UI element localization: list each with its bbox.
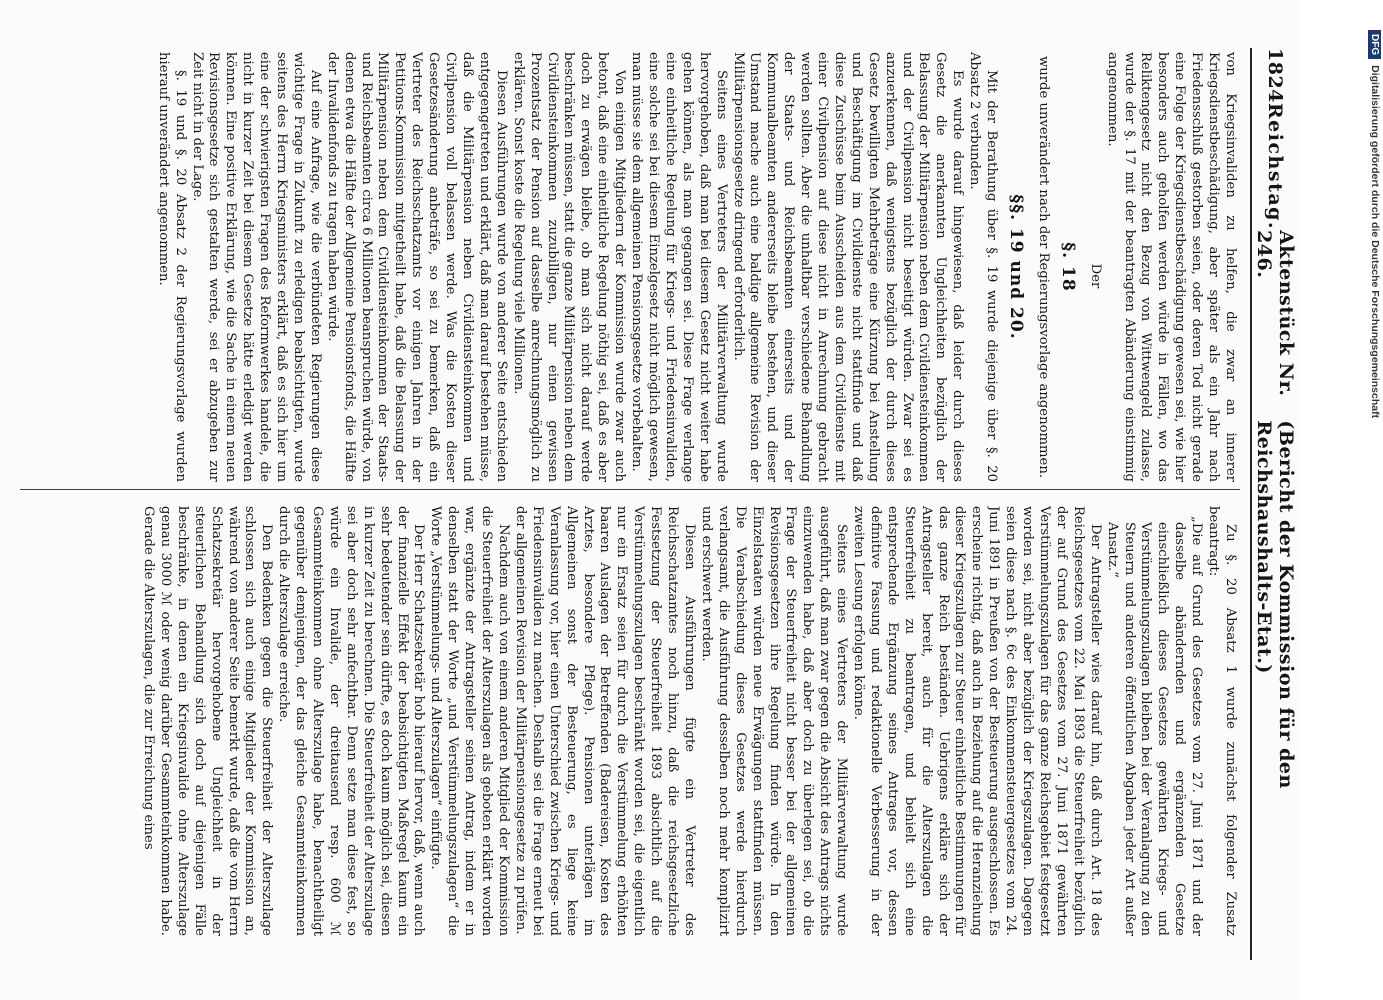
left-paragraph-7: Auf eine Anfrage, wie die verbündeten Regierungen diese wichtige Frage in Zukunft zu erledigen beabsichtigten, wurde seitens des Herrn Kriegsministers erklärt, daß es sich hier um eine der schwierigsten Fragen des Reformwerkes handele, die nicht in kurzer Zeit bei diesem Gesetze hätte erledigt werden können. Eine positive Erklärung, wie die Sache in einem neuen Revisionsgesetze sich gestalten werde, sei er abzugeben zur Zeit nicht in der Lage. <box>189 52 323 482</box>
left-column <box>26 52 1238 482</box>
left-paragraph-8: §. 19 und §. 20 Absatz 2 der Regierungsvorlage wurden hierauf unverändert angenommen. <box>155 52 188 482</box>
right-paragraph-6: Der Herr Schatzsekretär hob hierauf hervor, daß, wenn auch der finanzielle Effekt der beabsichtigten Maßregel kaum ein sehr bedeutender sein dürfte, es doch kaum möglich sei, diesen in kurzer Zeit zu berechnen. Die Steuerfreiheit der Alterszulage sei aber doch sehr anfechtbar. Denn setze man diese fest, so würde ein Invalide, der dreitausend resp. 600 ℳ Gesammteinkommen ohne Alterszulage habe, benachtheiligt gegenüber demjenigen, der das gleiche Gesammteinkommen durch die Alterszulage erreiche. <box>276 506 427 936</box>
section-heading-18: §. 18 <box>1057 242 1078 292</box>
document-number: Aktenstück Nr. 246. <box>1253 230 1297 397</box>
proposed-amendment-quote: „Die auf Grund des Gesetzes vom 27. Juni 1871 und der dasselbe abändernden und ergänzenden Gesetze einschließlich dieses Gesetzes gewährten Kriegs- und Verstümmelungszulagen bleiben bei der Veranlagung zu den Steuern und anderen öffentlichen Abgaben jeder Art außer Ansatz.“ <box>1104 516 1205 936</box>
left-paragraph-6: Diesen Ausführungen wurde von anderer Seite entschieden entgegengetreten und erklärt, daß man darauf bestehen müsse, daß die Militärpension neben Civildiensteinkommen und Civilpension voll belassen werde. Was die Kosten dieser Gesetzesänderung anbeträfe, so sei zu bemerken, daß ein Vertreter des Reichsschatzamts vor einigen Jahren in der Petitions-Kommission mitgetheilt habe, daß die Belassung der Militärpension neben dem Civildiensteinkommen der Staats- und Reichsbeamten circa 6 Millionen beanspruchen würde, von denen etwa die Hälfte der Allgemeine Pensionsfonds, die Hälfte der Invalidenfonds zu tragen haben würde. <box>324 52 509 482</box>
left-paragraph-4: Seitens eines Vertreters der Militärverwaltung wurde hervorgehoben, daß man bei diesem Gesetz nicht weiter habe gehen können, als man gegangen sei. Diese Frage verlange eine einheitliche Regelung für Kriegs- und Friedensinvaliden, eine solche sei bei diesem Einzelgesetz nicht möglich gewesen, man müsse sie dem allgemeinen Pensionsgesetze vorbehalten. <box>629 52 729 482</box>
left-paragraph-1: von Kriegsinvaliden zu helfen, die zwar an innerer Kriegsdienstbeschädigung, aber später als ein Jahr nach Friedensschluß gestorben seien, oder deren Tod nicht gerade eine Folge der Kriegsdienstbeschädigung gewesen sei, wie hier besonders auch geholfen werden würde in Fällen, wo das Reliktengesetz nicht den Bezug von Wittwengeld zulasse, wurde der §. 17 mit der beantragten Abänderung einstimmig angenommen. <box>1104 52 1238 482</box>
dfg-logo: DFG <box>1369 30 1382 59</box>
left-paragraph-2: Mit der Berathung über §. 19 wurde diejenige über §. 20 Absatz 2 verbunden. <box>967 52 1000 482</box>
left-paragraph-5: Von einigen Mitgliedern der Kommission wurde zwar auch betont, daß eine einheitliche Regelung nöthig sei, daß es aber doch zu erwägen bleibe, ob man sich nicht darauf werde beschränken müssen, statt die ganze Militärpension neben dem Civildiensteinkommen zuzubilligen, nur einen gewissen Prozentsatz der Pension auf dasselbe anrechnungsmöglich zu erklären. Sonst koste die Regelung viele Millionen. <box>510 52 628 482</box>
column-divider <box>20 489 1240 490</box>
right-paragraph-7: Den Bedenken gegen die Steuerfreiheit der Alterszulage schlossen sich auch einige Mitglieder der Kommission an, während von anderer Seite bemerkt wurde, daß die vom Herrn Schatzsekretär hervorgehobene Ungleichheit in der steuerlichen Behandlung sich doch auf diejenigen Fälle beschränke, in denen ein Kriegsinvalide ohne Alterszulage genau 3000 ℳ oder wenig darüber Gesammteinkommen habe. Gerade die Alterszulagen, die zur Erreichung eines <box>141 506 275 936</box>
section-18-text: wurde unverändert nach der Regierungsvorlage angenommen. <box>1035 55 1051 479</box>
right-paragraph-1: Zu §. 20 Absatz 1 wurde zunächst folgender Zusatz beantragt: <box>1206 506 1238 936</box>
header-left-title: Reichstag. <box>1264 102 1286 231</box>
right-paragraph-2: Der Antragsteller wies darauf hin, daß durch Art. 18 des Reichsgesetzes vom 22. Mai 1893 die Steuerfreiheit bezüglich der auf Grund des Gesetzes vom 27. Juni 1871 gewährten Verstümmelungszulagen für das ganze Reichsgebiet festgesetzt worden sei, nicht aber bezüglich der Kriegszulagen. Dagegen seien diese nach §. 6c des Einkommensteuergesetzes vom 24. Juni 1891 in Preußen von der Besteuerung ausgeschlossen. Es erscheine richtig, daß auch in Beziehung auf die Heranziehung dieser Kriegszulagen zur Steuer einheitliche Bestimmungen für das ganze Reich beständen. Uebrigens erkläre sich der Antragsteller bereit, auch für die Alterszulagen die Steuerfreiheit zu beantragen, und behielt sich eine entsprechende Ergänzung seines Antrages vor, dessen definitive Fassung und redaktionelle Verbesserung in der zweiten Lesung erfolgen könne. <box>851 506 1103 936</box>
header-right-title: (Bericht der Kommission für den Reichshaushalts-Etat.) <box>1253 420 1297 789</box>
credit-text: Digitalisierung gefördert durch die Deutsche Forschungsgemeinschaft <box>1369 65 1381 419</box>
right-column <box>26 506 1238 936</box>
page-number: 1824 <box>1264 48 1286 103</box>
digitization-credit <box>1368 30 1382 750</box>
running-header <box>1254 48 1296 960</box>
right-paragraph-5: Nachdem auch von einem anderen Mitglied der Kommission die Steuerfreiheit der Alterszulagen als geboten erklärt worden war, ergänzte der Antragsteller seinen Antrag, indem er in denselben statt der Worte „und Verstümmelungszulagen“ die Worte „Verstümmelungs- und Alterszulagen“ einfügte. <box>428 506 512 936</box>
section-heading-19-20: §§. 19 und 20. <box>1006 194 1027 340</box>
header-rule <box>1250 48 1252 960</box>
right-paragraph-3: Seitens eines Vertreters der Militärverwaltung wurde ausgeführt, daß man zwar gegen die Absicht des Antrags nichts einzuwenden habe, daß aber doch zu überlegen sei, ob die Frage der Steuerfreiheit nicht besser bei der allgemeinen Revisionsgesetzen ihre Regelung finden würde. In den Einzelstaaten würden neue Erwägungen stattfinden müssen. Die Verabschiedung dieses Gesetzes werde hierdurch verlangsamt, die Ausführung desselben noch mehr komplizirt und erschwert werden. <box>698 506 850 936</box>
left-paragraph-3: Es wurde darauf hingewiesen, daß leider durch dieses Gesetz die anerkannten Ungleichheiten bezüglich der Belassung der Militärpension neben dem Civildiensteinkommen und der Civilpension nicht beseitigt würden. Zwar sei es anzuerkennen, daß wenigstens bezüglich der durch dieses Gesetz bewilligten Mehrbeträge eine Kürzung bei Anstellung und Beschäftigung im Civildienste nicht stattfinde und daß diese Zuschüsse beim Ausscheiden aus dem Civildienste mit einer Civilpension auf diese nicht in Anrechnung gebracht werden sollten. Aber die unhaltbar verschiedene Behandlung der Staats- und Reichsbeamten einerseits und der Kommunalbeamten andererseits bleibe bestehen, und dieser Umstand mache auch eine baldige allgemeine Revision der Militärpensionsgesetze dringend erforderlich. <box>730 52 966 482</box>
der-label: Der <box>1087 263 1103 289</box>
right-paragraph-4: Diesen Ausführungen fügte ein Vertreter des Reichsschatzamtes noch hinzu, daß die reichsgesetzliche Festsetzung der Steuerfreiheit 1893 absichtlich auf die Verstümmelungszulagen beschränkt worden sei, die eigentlich nur ein Ersatz seien für durch die Verstümmelung erhöhten baaren Auslagen der Betreffenden (Badereisen, Kosten des Arztes, besondere Pflege). Pensionen unterlägen im Allgemeinen sonst der Besteuerung, es liege keine Veranlassung vor, hier einen Unterschied zwischen Kriegs- und Friedensinvaliden zu machen. Deshalb sei die Frage erneut bei der allgemeinen Revision der Militärpensionsgesetze zu prüfen. <box>512 506 697 936</box>
